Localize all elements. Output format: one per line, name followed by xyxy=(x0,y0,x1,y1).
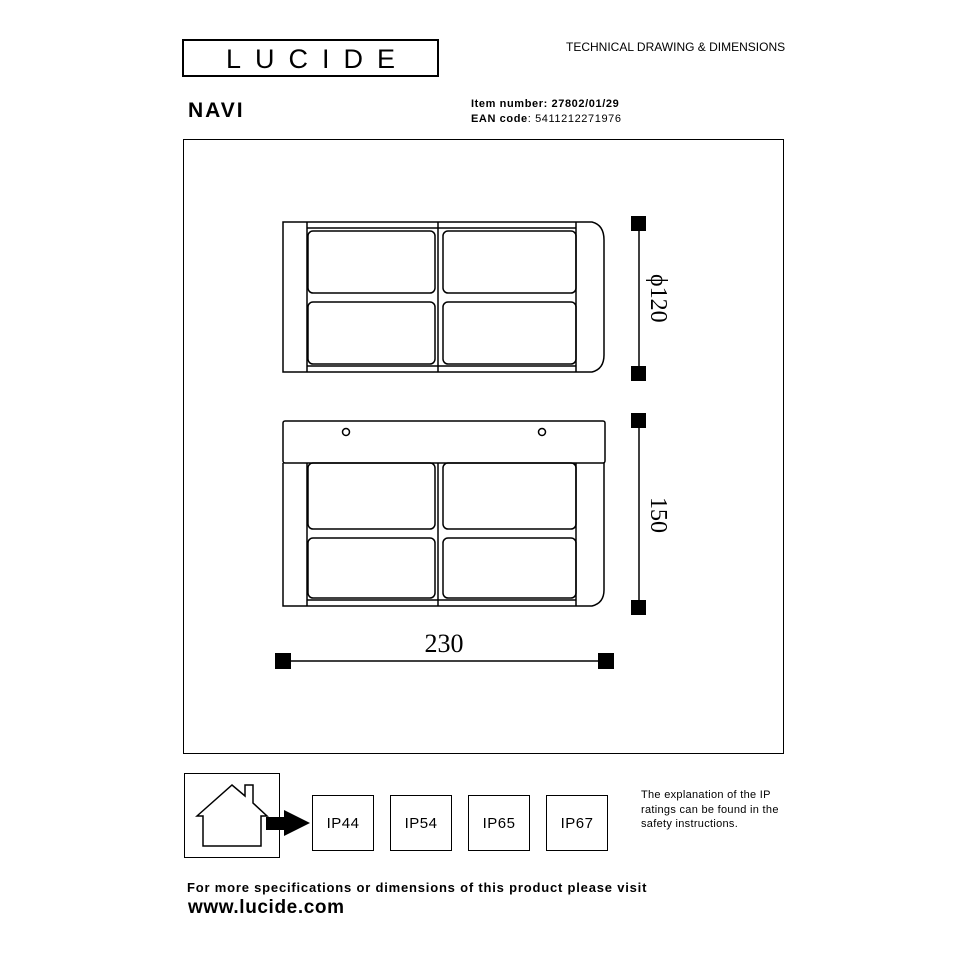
ip-rating-box: IP54 xyxy=(390,795,452,851)
document-type-label: TECHNICAL DRAWING & DIMENSIONS xyxy=(566,40,786,54)
ean-line: EAN code: 5411212271976 xyxy=(471,113,622,125)
website-link[interactable]: www.lucide.com xyxy=(188,897,345,918)
dimension-width xyxy=(275,629,614,669)
ean-label: EAN code xyxy=(471,113,528,125)
top-view-drawing xyxy=(283,222,604,372)
item-number-label: Item number: xyxy=(471,98,548,110)
dimension-diameter xyxy=(631,216,671,381)
dimension-height xyxy=(631,413,671,615)
ip-rating-box: IP67 xyxy=(546,795,608,851)
logo-text: LUCIDE xyxy=(225,44,410,74)
ip-rating-box: IP65 xyxy=(468,795,530,851)
product-name: NAVI xyxy=(188,99,245,122)
dimension-height-label: 150 xyxy=(645,497,671,533)
ip-explanation-note: The explanation of the IP ratings can be found in the safety instructions. xyxy=(641,789,779,830)
footer-text: For more specifications or dimensions of this product please visit xyxy=(187,880,648,895)
dimension-diameter-label: ϕ120 xyxy=(645,274,671,323)
outdoor-icon-box xyxy=(184,773,280,858)
ip-rating-box: IP44 xyxy=(312,795,374,851)
dimension-width-label: 230 xyxy=(424,629,464,658)
ean-value: 5411212271976 xyxy=(535,113,622,125)
item-number-value: 27802/01/29 xyxy=(551,98,620,110)
front-view-drawing xyxy=(283,421,605,606)
